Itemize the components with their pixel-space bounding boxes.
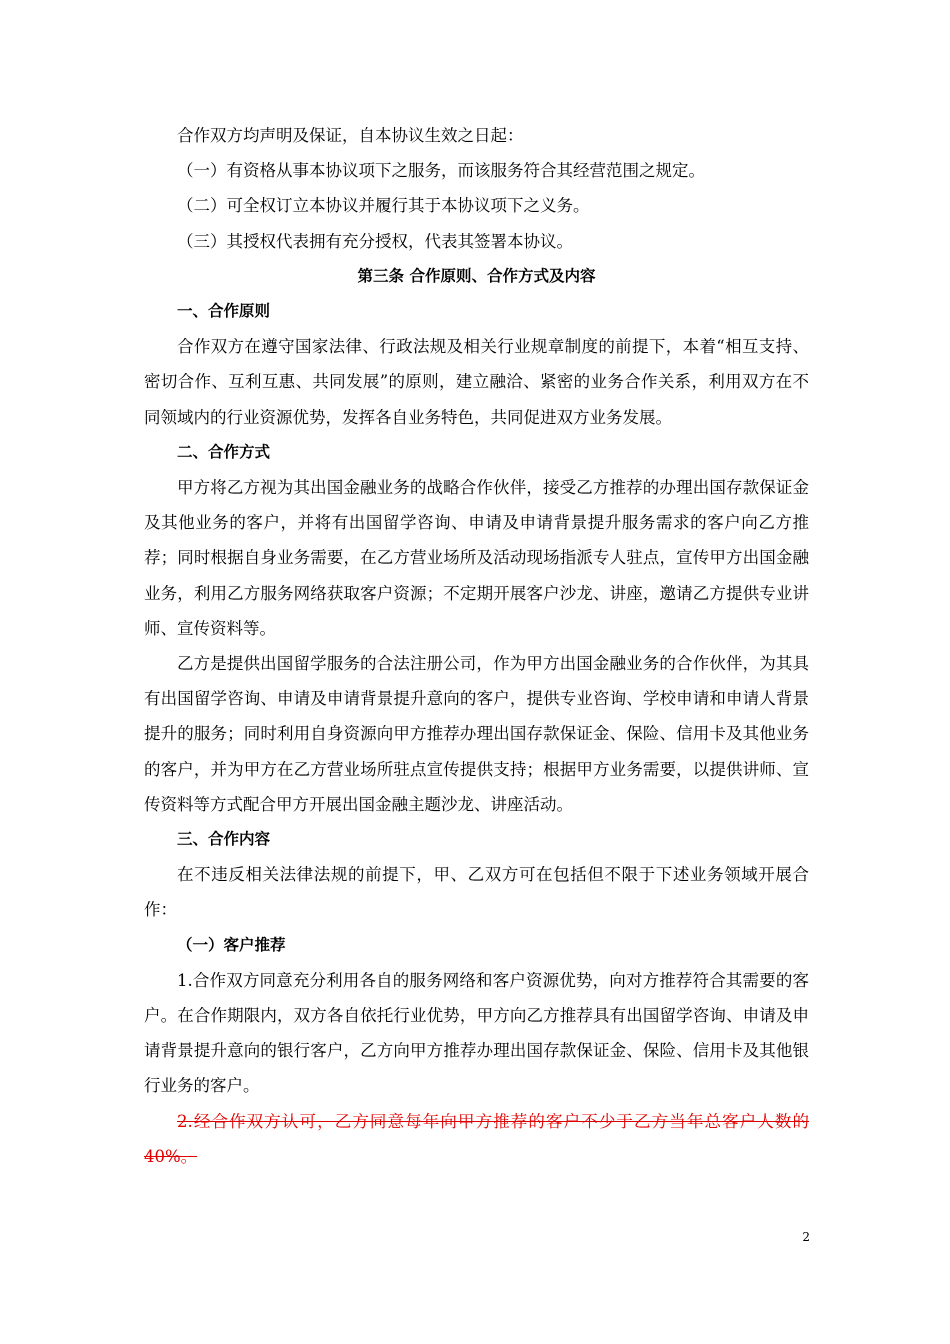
clause-item-2-deleted: 2.经合作双方认可，乙方同意每年向甲方推荐的客户不少于乙方当年总客户人数的40%。 bbox=[144, 1111, 809, 1166]
warranty-item-2: （二）可全权订立本协议并履行其于本协议项下之义务。 bbox=[177, 196, 590, 216]
warranty-intro: 合作双方均声明及保证，自本协议生效之日起： bbox=[177, 126, 524, 145]
section-1-body: 合作双方在遵守国家法律、行政法规及相关行业规章制度的前提下，本着“相互支持、密切合作、互利互惠、共同发展”的原则，建立融洽、紧密的业务合作关系，利用双方在不同领域内的行业资源优势，发挥各自业务特色，共同促进双方业务发展。 bbox=[144, 337, 809, 427]
clause-item-1: 1.合作双方同意充分利用各自的服务网络和客户资源优势，向对方推荐符合其需要的客户。在合作期限内，双方各自依托行业优势，甲方向乙方推荐具有出国留学咨询、申请及申请背景提升意向的银行客户，乙方向甲方推荐办理出国存款保证金、保险、信用卡及其他银行业务的客户。 bbox=[144, 970, 809, 1096]
section-3-heading: 三、合作内容 bbox=[177, 830, 271, 849]
article-3-title: 第三条 合作原则、合作方式及内容 bbox=[357, 266, 596, 285]
page-body bbox=[144, 118, 809, 1174]
warranty-item-1: （一）有资格从事本协议项下之服务，而该服务符合其经营范围之规定。 bbox=[177, 161, 705, 181]
section-1-heading: 一、合作原则 bbox=[177, 302, 271, 321]
page-number: 2 bbox=[802, 1230, 810, 1244]
subsection-1-heading: （一）客户推荐 bbox=[177, 935, 286, 954]
section-2-body-party-b: 乙方是提供出国留学服务的合法注册公司，作为甲方出国金融业务的合作伙伴，为其具有出国留学咨询、申请及申请背景提升意向的客户，提供专业咨询、学校申请和申请人背景提升的服务；同时利用自身资源向甲方推荐办理出国存款保证金、保险、信用卡及其他业务的客户，并为甲方在乙方营业场所驻点宣传提供支持；根据甲方业务需要，以提供讲师、宣传资料等方式配合甲方开展出国金融主题沙龙、讲座活动。 bbox=[144, 654, 809, 814]
section-2-body-party-a: 甲方将乙方视为其出国金融业务的战略合作伙伴，接受乙方推荐的办理出国存款保证金及其他业务的客户，并将有出国留学咨询、申请及申请背景提升服务需求的客户向乙方推荐；同时根据自身业务需要，在乙方营业场所及活动现场指派专人驻点，宣传甲方出国金融业务，利用乙方服务网络获取客户资源；不定期开展客户沙龙、讲座，邀请乙方提供专业讲师、宣传资料等。 bbox=[144, 478, 809, 638]
section-2-heading: 二、合作方式 bbox=[177, 442, 271, 461]
section-3-body: 在不违反相关法律法规的前提下，甲、乙双方可在包括但不限于下述业务领域开展合作： bbox=[144, 865, 809, 920]
warranty-item-3: （三）其授权代表拥有充分授权，代表其签署本协议。 bbox=[177, 231, 573, 251]
